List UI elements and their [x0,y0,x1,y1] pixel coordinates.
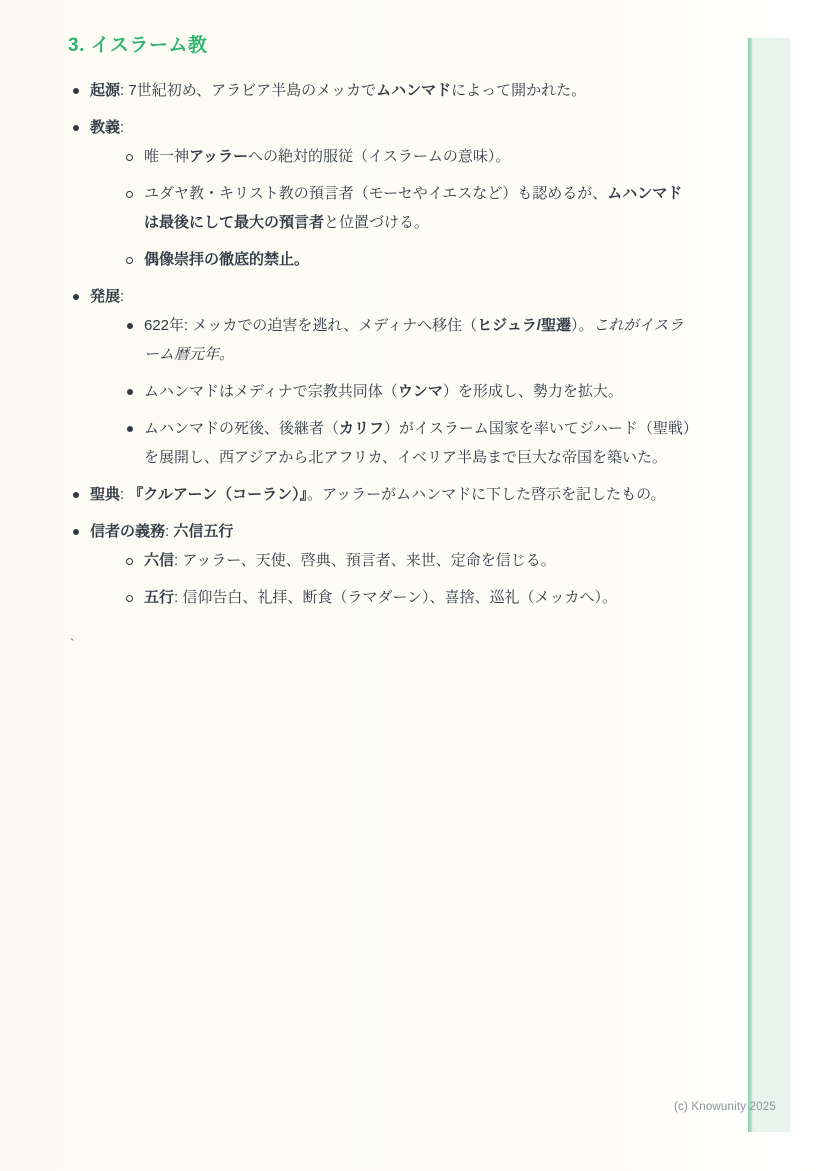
list-item-text [144,420,690,466]
decorative-side-bar [748,38,790,1132]
list-item [122,142,692,171]
bold-text: 聖典 [90,486,121,503]
list-item-text [144,148,510,165]
bold-text: 起源 [90,82,121,99]
sublist [122,142,692,274]
list-item [122,414,692,472]
bold-text: 『クルアーン（コーラン）』 [128,486,308,503]
plain-text: : 信仰告白、礼拝、断食（ラマダーン）、喜捨、巡礼（メッカへ）。 [174,589,618,606]
disc-bullet-icon [73,88,79,94]
disc-bullet-icon [73,529,79,535]
bold-text: 六信五行 [173,523,234,540]
disc-bullet-icon [127,389,133,395]
list-item [68,282,692,472]
list-item [122,245,692,274]
list-item-text [90,119,124,136]
list-item-text [144,185,682,231]
plain-text: ）がイスラーム国家を率いてジハード（聖戦）を展開し、西アジアから北アフリカ、イベリア半島まで巨大な帝国を築いた。 [144,420,691,466]
plain-text: 622年: メッカでの迫害を逃れ、メディナへ移住（ [144,317,478,334]
disc-bullet-icon [73,492,79,498]
bold-text: ムハンマド [376,82,452,99]
plain-text: ）。 [570,317,594,334]
list-item [68,76,692,105]
bold-text: 発展 [90,288,121,305]
list-item-text [144,552,556,569]
plain-text: : [165,523,174,540]
list-item-text [90,523,233,540]
list-item [68,113,692,274]
plain-text: と位置づける。 [324,214,430,231]
bold-text: ウンマ [397,383,443,400]
circle-bullet-icon [126,154,133,161]
content-list [68,76,692,612]
list-item-text [144,383,623,400]
bold-text: 教義 [90,119,121,136]
list-item [122,583,692,612]
plain-text: : [120,288,125,305]
plain-text: への絶対的服従（イスラームの意味）。 [247,148,511,165]
plain-text: ユダヤ教・キリスト教の預言者（モーセやイエスなど）も認めるが、 [144,185,608,202]
sublist [122,546,692,612]
circle-bullet-icon [126,257,133,264]
plain-text: ムハンマドはメディナで宗教共同体（ [144,383,398,400]
list-item-text [144,317,683,363]
watermark: (c) Knowunity 2025 [673,1101,776,1113]
list-item [122,546,692,575]
plain-text: 唯一神 [144,148,190,165]
plain-text: : 7世紀初め、アラビア半島のメッカで [120,82,377,99]
plain-text: : [120,486,129,503]
list-item [68,517,692,612]
bold-text: アッラー [189,148,248,165]
list-item [122,179,692,237]
list-item [68,480,692,509]
section-heading: 3. イスラーム教 [68,35,208,56]
list-item-text [144,589,617,606]
list-item-text [90,288,124,305]
list-item-text [144,251,309,268]
plain-text: 。アッラーがムハンマドに下した啓示を記したもの。 [307,486,666,503]
document-content [68,34,692,620]
plain-text: ムハンマドの死後、後継者（ [144,420,340,437]
circle-bullet-icon [126,558,133,565]
list-item-text [90,82,586,99]
bold-text: 信者の義務 [90,523,166,540]
sublist [122,311,692,472]
disc-bullet-icon [127,323,133,329]
list-item [122,311,692,369]
disc-bullet-icon [73,125,79,131]
circle-bullet-icon [126,191,133,198]
bold-text: カリフ [339,420,385,437]
disc-bullet-icon [73,294,79,300]
plain-text: ）を形成し、勢力を拡大。 [442,383,623,400]
italic-text: これがイスラーム暦元年。 [144,317,684,363]
bold-text: ヒジュラ/聖遷 [477,317,571,334]
plain-text: : アッラー、天使、啓典、預言者、来世、定命を信じる。 [174,552,556,569]
stray-mark: ` [70,636,75,651]
bold-text: 六信 [144,552,175,569]
plain-text: : [120,119,125,136]
bold-text: ムハンマドは最後にして最大の預言者 [144,185,683,231]
bold-text: 偶像崇拝の徹底的禁止。 [144,251,310,268]
plain-text: によって開かれた。 [451,82,587,99]
list-item [122,377,692,406]
circle-bullet-icon [126,595,133,602]
disc-bullet-icon [127,426,133,432]
list-item-text [90,486,666,503]
bold-text: 五行 [144,589,175,606]
